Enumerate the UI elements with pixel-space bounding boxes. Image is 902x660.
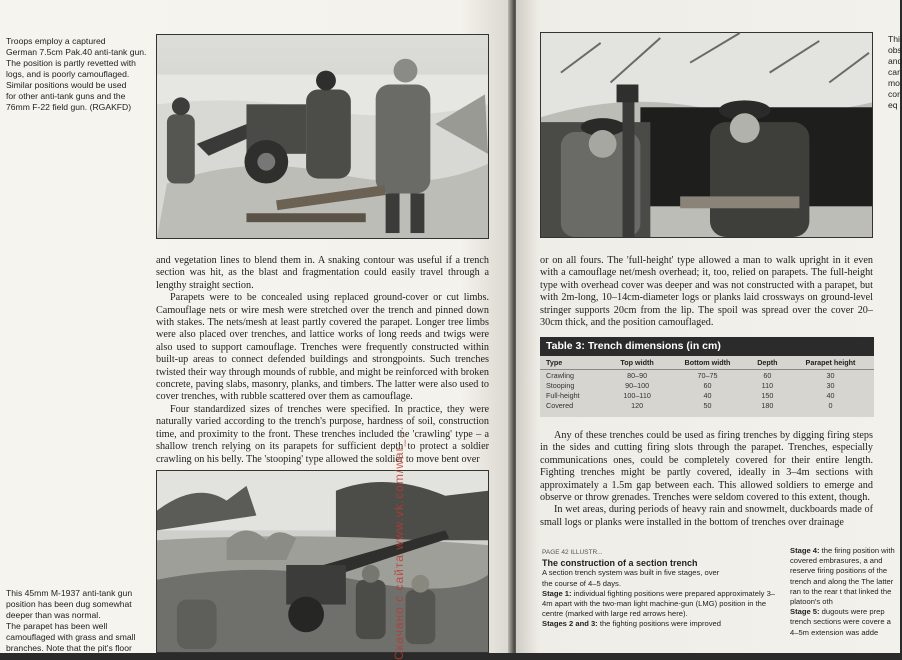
dugout-officers-photo	[540, 32, 873, 238]
forty-five-mm-gun-photo	[156, 470, 489, 653]
illustration-sidebar-left: PAGE 42 ILLUSTR... The construction of a section trench A section trench system was built in five stages, over the course of 4–5 days. Stage 1: individual fighting positions were prepared approximately 3–4m apart with the two-man light machine-gun (LMG) position in the centre (marked with large red arrows here). Stages 2 and 3: the fighting positions were improved	[542, 549, 776, 629]
table-row: Full-height 100–110 40 150 40	[546, 390, 835, 400]
table-row: Stooping 90–100 60 110 30	[546, 380, 835, 390]
right-edge-caption: Thi obs and car mo cor eq	[888, 34, 902, 110]
site-watermark: Скачано с сайта www.vk.com/war_...	[392, 425, 406, 660]
bottom-photo-caption: This 45mm M-1937 anti-tank gun position has been dug somewhat deeper than was normal. The parapet has been well camouflaged with grass and small branches. Note that the pit's floor	[6, 588, 136, 653]
illustration-sidebar-right: Stage 4: the firing position with covered embrasures, a and reserve firing positions of the trench and along the The latter ran to the rear t that linked the platoon's oth Stage 5: dugouts were prep trench sections were covere a 4–5m extension was adde	[790, 546, 895, 637]
right-body-text-bottom: Any of these trenches could be used as firing trenches by digging firing steps in the sides and cutting firing slots through the parapet. Trenches, especially communications ones, could be completely covered for their entire length. Fighting trenches might be partly covered, ideally in 3–4m sections with approximately a 1.5m gap between each. This allowed soldiers to emerge and observe or throw grenades. Trenches were seldom covered to this extent, though. In wet areas, during periods of heavy rain and snowmelt, duckboards made of small logs or planks were installed in the bottom of trenches over drainage	[540, 430, 873, 528]
trench-dimensions-table	[540, 337, 874, 417]
anti-tank-gun-photo	[156, 34, 489, 239]
table-title: Table 3: Trench dimensions (in cm)	[540, 337, 874, 356]
table-row: Covered 120 50 180 0	[546, 400, 833, 410]
top-photo-caption: Troops employ a captured German 7.5cm Pak.40 anti-tank gun. The position is partly revetted with logs, and is poorly camouflaged. Similar positions would be used for other anti-tank guns and the 76mm F-22 field gun. (RGAKFD)	[6, 36, 147, 112]
left-body-text: and vegetation lines to blend them in. A snaking contour was useful if a trench section was hit, as the blast and fragmentation could easily travel through a lengthy straight section. Parapets were to be concealed using replaced ground-cover or cut limbs. Camouflage nets or wire mesh were stretched over the trench and pinned down with stakes. The nets/mesh at least partly covered the parapet. Longer tree limbs were also placed over trenches, and lattice works of long reeds and twigs were also used to support camouflage. Trenches were frequently constructed within built-up areas to connect defended buildings and strongpoints. Such trenches twisted their way through mounds of rubble, and might be reinforced with broken concrete, paving slabs, masonry, planks, and timbers. The latter were also used to cover trenches, with rubble scattered over them as camouflage. Four standardized sizes of trenches were specified. In practice, they were naturally varied according to the trench's purpose, hardness of soil, construction time, and proximity to the front. These trenches included the 'crawling' type – a shallow trench relying on its parapets for sufficient depth to protect a soldier crawling on his belly. The 'stooping' type allowed the soldier to move bent over	[156, 255, 489, 465]
right-body-text-top: or on all fours. The 'full-height' type allowed a man to walk upright in it even with a camouflage net/mesh overhead; it, too, relied on parapets. The full-height type with overhead cover was deeper and was not constructed with a parapet, but with 2m-long, 10–14cm-diameter logs or planks laid crossways on ground-level stringer supports 20cm from the lip. The spoil was spread over the cover 20–30cm thick, and the position camouflaged.	[540, 255, 873, 329]
table-body: Type Top width Bottom width Depth Parapet height Crawling 80–90 70–75 60 30 Stooping 90–100 60 110 30 Full-height 100–110 40 150 40 Covered 120 50 180 0	[540, 356, 874, 410]
right-page	[516, 0, 900, 653]
table-row: Crawling 80–90 70–75 60 30	[546, 370, 835, 380]
